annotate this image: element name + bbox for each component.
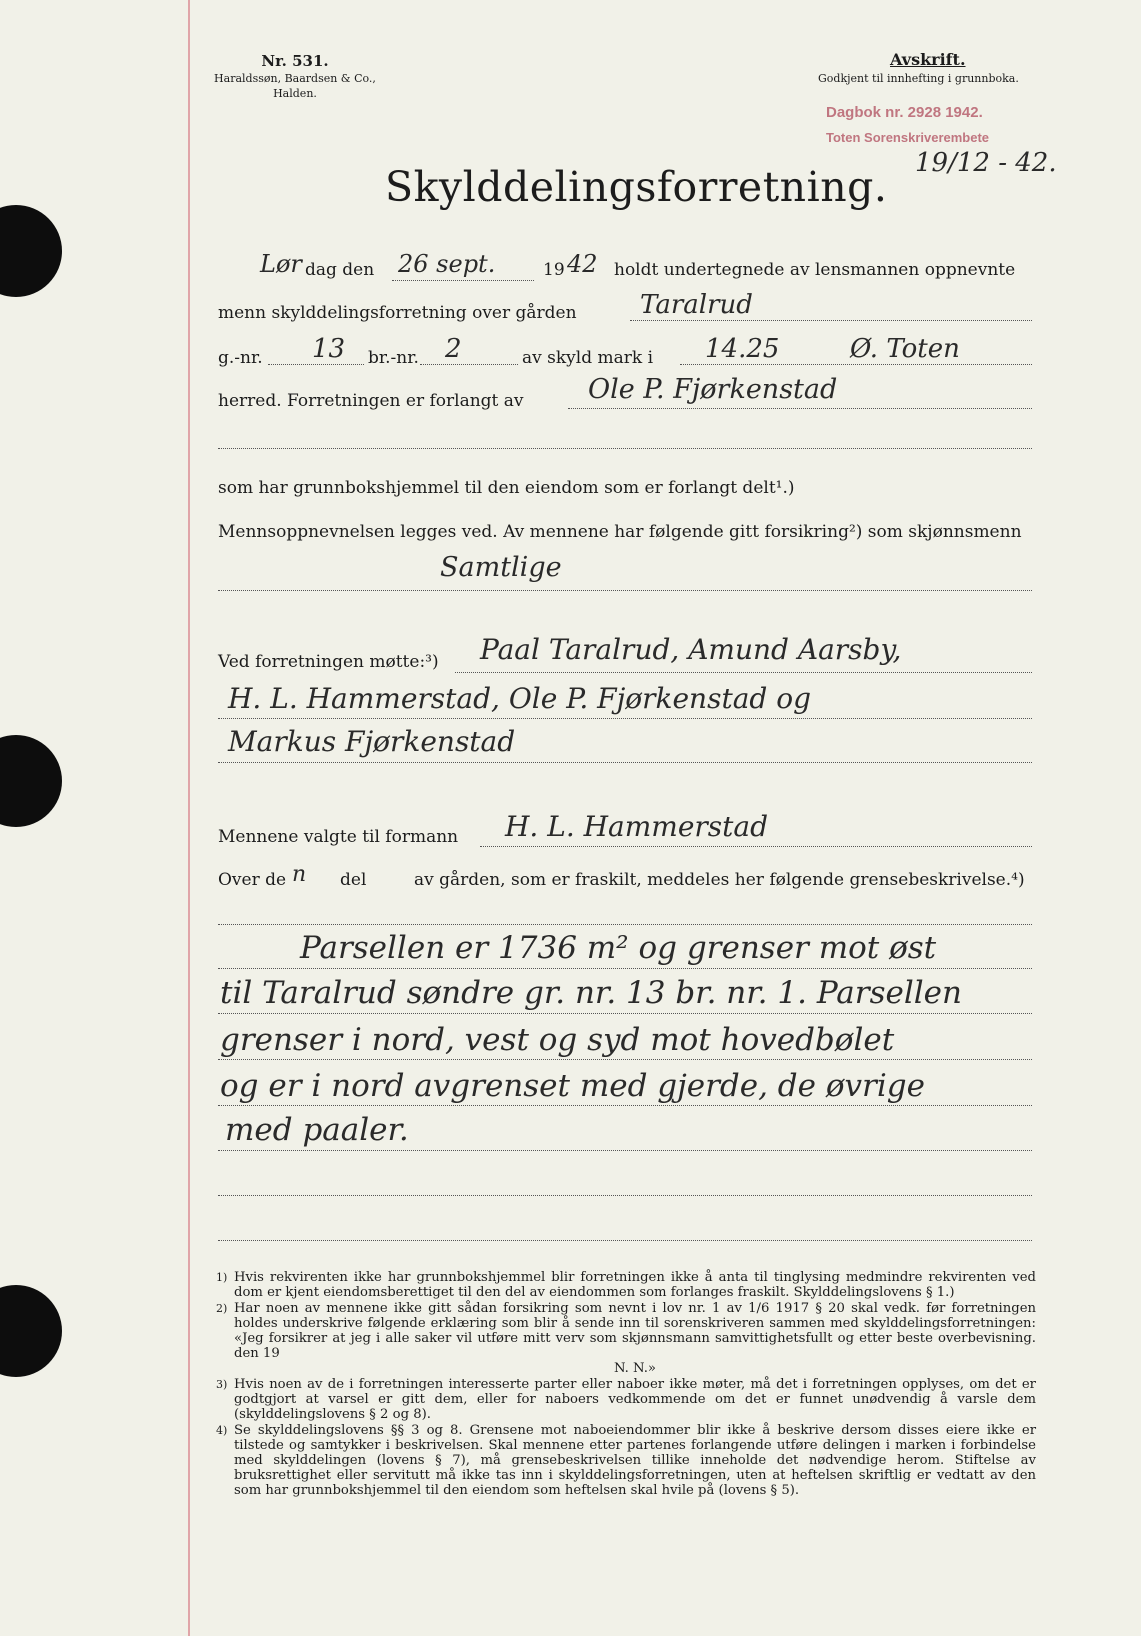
dotted-line <box>218 924 1032 925</box>
hw-de-suffix: n <box>292 862 307 887</box>
dotted-line <box>218 968 1032 969</box>
copy-note: Godkjent til innhefting i grunnboka. <box>818 72 1019 85</box>
hw-farm: Taralrud <box>640 290 753 320</box>
registry-stamp-line1: Dagbok nr. 2928 1942. <box>826 104 983 121</box>
dotted-line <box>680 364 1032 365</box>
dotted-line <box>630 320 1032 321</box>
label-year-prefix: 19 <box>543 260 565 280</box>
dotted-line <box>218 590 1032 591</box>
dotted-line <box>218 718 1032 719</box>
footnote-mark: 3) <box>216 1378 228 1391</box>
footnote-mark: 1) <box>216 1271 228 1284</box>
footnote <box>216 1270 1036 1300</box>
dotted-line <box>218 1059 1032 1060</box>
hw-day: Lør <box>260 250 302 278</box>
footnote-text: Hvis rekvirenten ikke har grunnbokshjemmel blir forretningen ikke å anta til tinglysing medmindre rekvirenten ved dom er kjent eiendomsberettiget til den del av eiendommen som forlanges fraskilt. Skylddelingslovens § 1.) <box>234 1270 1036 1300</box>
hw-desc-1: Parsellen er 1736 m² og grenser mot øst <box>300 930 937 966</box>
footnote <box>216 1301 1036 1361</box>
footnote-mark: 4) <box>216 1424 228 1437</box>
label-mennsoppnevnelsen: Mennsoppnevnelsen legges ved. Av mennene har følgende gitt forsikring²) som skjønnsmenn <box>218 522 1022 542</box>
label-brnr: br.-nr. <box>368 348 419 368</box>
hw-herred: Ø. Toten <box>850 334 960 364</box>
hw-date: 26 sept. <box>398 250 496 278</box>
footnote-text: Hvis noen av de i forretningen interesserte parter eller naboer ikke møter, må det i forretningen opplyses, om det er godtgjort at varsel er gitt dem, eller for naboers vedkommende om det er funnet unødvendig å varsle dem (skylddelingslovens § 2 og 8). <box>234 1377 1036 1422</box>
label-skyld: av skyld mark i <box>522 348 654 368</box>
hw-year: 42 <box>567 250 598 278</box>
label-del: del <box>340 870 367 890</box>
dotted-line <box>218 762 1032 763</box>
hw-attended-2: H. L. Hammerstad, Ole P. Fjørkenstad og <box>228 682 812 715</box>
hw-sworn: Samtlige <box>440 552 562 583</box>
hw-desc-2: til Taralrud søndre gr. nr. 13 br. nr. 1. Parsellen <box>220 975 962 1011</box>
margin-line <box>188 0 190 1636</box>
hw-brnr: 2 <box>445 334 462 364</box>
footnote-mark <box>216 1361 234 1376</box>
dotted-line <box>218 1240 1032 1241</box>
label-grunnbokshjemmel: som har grunnbokshjemmel til den eiendom som er forlangt delt¹.) <box>218 478 795 498</box>
label-motte: Ved forretningen møtte:³) <box>218 652 439 672</box>
label-forlangt-av: herred. Forretningen er forlangt av <box>218 391 524 411</box>
label-gnr: g.-nr. <box>218 348 263 368</box>
form-number: Nr. 531. <box>261 52 329 70</box>
dotted-line <box>218 1150 1032 1151</box>
registry-stamp-line2: Toten Sorenskriverembete <box>826 130 990 145</box>
label-over-garden: menn skylddelingsforretning over gården <box>218 303 577 323</box>
label-over-de: Over de <box>218 870 287 890</box>
publisher-city: Halden. <box>273 87 317 100</box>
hw-desc-4: og er i nord avgrenset med gjerde, de øvrige <box>220 1068 925 1104</box>
label-grensebeskrivelse: av gården, som er fraskilt, meddeles her følgende grensebeskrivelse.⁴) <box>414 870 1025 890</box>
hw-skyld: 14.25 <box>705 334 780 364</box>
footnote-text: Se skylddelingslovens §§ 3 og 8. Grensene mot naboeiendommer blir ikke å beskrive dersom disses eiere ikke er tilstede og samtykker i beskrivelsen. Skal mennene etter partenes forlangende utføre delingen i marken i forbindelse med skylddelingen (lovens § 7), må grensebeskrivelsen tillike inneholde det nødvendige herom. Stiftelse av bruksrettighet eller servitutt må ikke tas inn i skylddelingsforretningen, uten at heftelsen skriftlig er vedtatt av den som har grunnbokshjemmel til den eiendom som heftelsen skal hvile på (lovens § 5). <box>234 1423 1036 1498</box>
footnotes <box>216 1270 1036 1498</box>
footnote <box>216 1361 1036 1376</box>
publisher-name: Haraldssøn, Baardsen & Co., <box>214 72 376 85</box>
registry-date: 19/12 - 42. <box>915 148 1057 178</box>
label-formann: Mennene valgte til formann <box>218 827 459 847</box>
footnote-text: N. N.» <box>613 1361 657 1376</box>
footnote-text: Har noen av mennene ikke gitt sådan forsikring som nevnt i lov nr. 1 av 1/6 1917 § 20 skal vedk. før forretningen holdes underskrive følgende erklæring som blir å sende inn til sorenskriveren sammen med skylddelingsforretningen: «Jeg forsikrer at jeg i alle saker vil utføre mitt verv som skjønnsmann samvittighetsfullt og etter beste overbevisning. den 19 <box>234 1301 1036 1361</box>
dotted-line <box>420 364 518 365</box>
hw-desc-5: med paaler. <box>225 1112 409 1148</box>
hw-gnr: 13 <box>312 334 346 364</box>
dotted-line <box>392 280 534 281</box>
copy-label: Avskrift. <box>890 50 966 69</box>
hw-requested-by: Ole P. Fjørkenstad <box>588 374 838 405</box>
dotted-line <box>568 408 1032 409</box>
punch-hole <box>0 1285 62 1377</box>
hw-attended-1: Paal Taralrud, Amund Aarsby, <box>480 633 902 666</box>
document-title: Skylddelingsforretning. <box>385 163 888 211</box>
footnote <box>216 1423 1036 1498</box>
dotted-line <box>268 364 364 365</box>
dotted-line <box>218 1013 1032 1014</box>
dotted-line <box>218 1105 1032 1106</box>
footnote-mark: 2) <box>216 1302 228 1315</box>
footnote <box>216 1377 1036 1422</box>
hw-desc-3: grenser i nord, vest og syd mot hovedbølet <box>220 1022 895 1058</box>
label-dag-den: dag den <box>305 260 375 280</box>
punch-hole <box>0 205 62 297</box>
dotted-line <box>218 448 1032 449</box>
hw-attended-3: Markus Fjørkenstad <box>228 725 516 758</box>
punch-hole <box>0 735 62 827</box>
dotted-line <box>218 1195 1032 1196</box>
hw-chairman: H. L. Hammerstad <box>505 810 769 843</box>
dotted-line <box>455 672 1032 673</box>
dotted-line <box>480 846 1032 847</box>
label-holdt: holdt undertegnede av lensmannen oppnevnte <box>614 260 1016 280</box>
